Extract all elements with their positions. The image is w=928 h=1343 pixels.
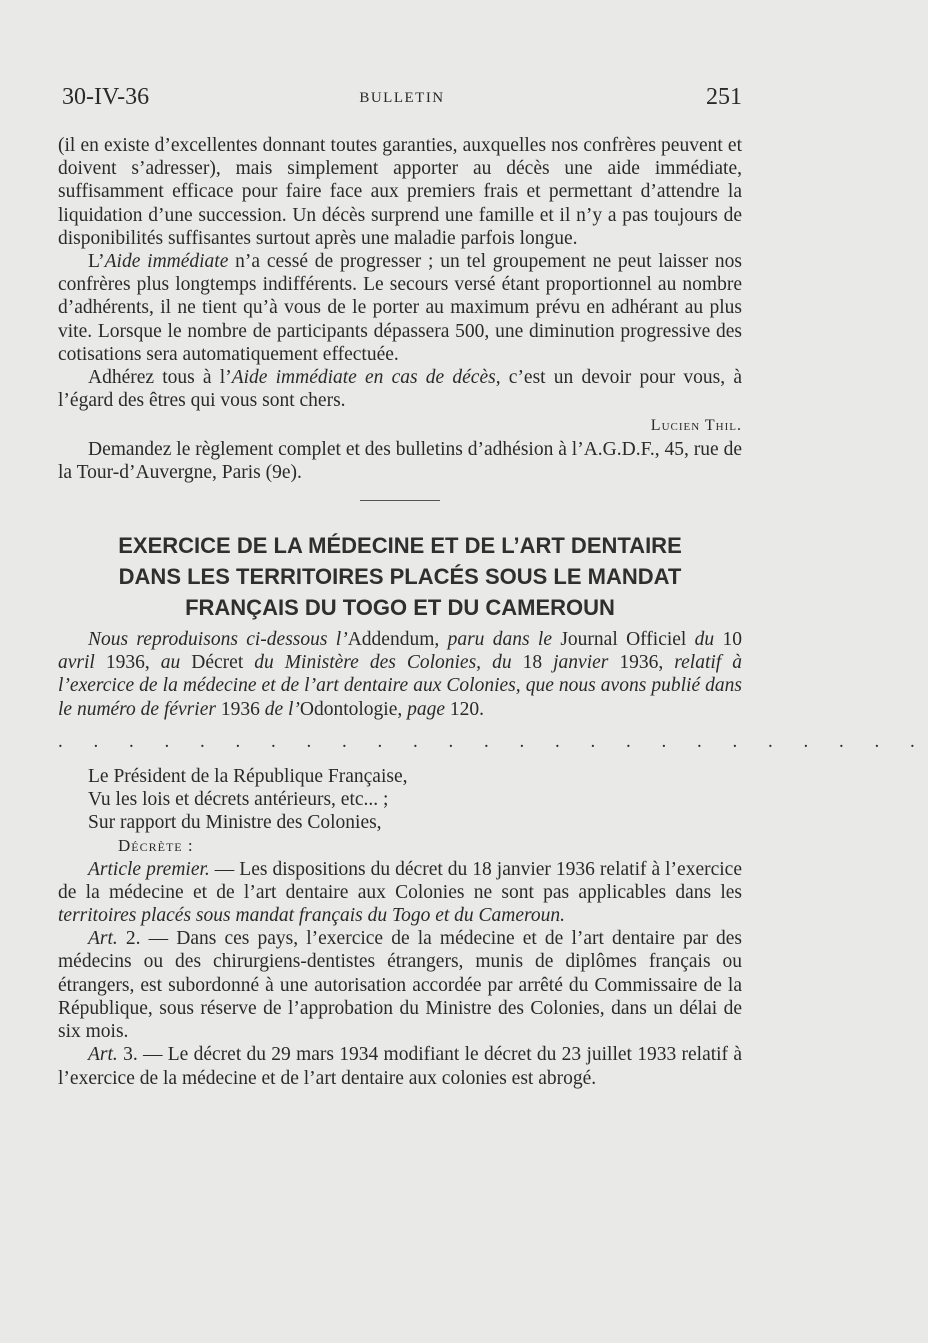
author-signature: Lucien Thil.: [650, 417, 742, 435]
italic-run: de l’: [259, 698, 300, 720]
italic-run: du: [686, 629, 723, 651]
article-title: [58, 531, 742, 622]
italic-run: page: [402, 698, 450, 720]
article-intro: [58, 628, 742, 721]
italic-run: relatif à l’exercice de la médecine et de l’art dentaire aux Colonies, que nous avons publié dans le numéro de février: [58, 652, 742, 720]
text-run: 3. — Le décret du 29 mars 1934 modifiant le décret du 23 juillet 1933 relatif à l’exercice de la médecine et de l’art dentaire aux colonies est abrogé.: [58, 1044, 742, 1089]
text-run: 1936: [220, 698, 260, 720]
article-label: Art.: [88, 1044, 118, 1066]
italic-run: paru dans le: [439, 629, 561, 651]
article-1: [58, 858, 742, 928]
text-run: n’a cessé de progresser ; un tel groupement ne peut laisser nos confrères plus longtemps indifférents. Le secours versé étant proportionnel au nombre d’adhérents, il ne tient qu’à vous de le porter au maximum prévu en adhérant au plus vite. Lorsque le nombre de participants dépassera 500, une diminution progressive des cotisations sera automatiquement effectuée.: [58, 251, 742, 365]
paragraph-aide-immediate: [58, 250, 742, 366]
text-run: Addendum,: [347, 629, 440, 651]
text-run: 18: [522, 652, 543, 674]
title-line: EXERCICE DE LA MÉDECINE ET DE L’ART DENTAIRE: [118, 533, 682, 559]
decrete-heading: Décrète :: [118, 836, 194, 856]
text-run: 10: [722, 629, 743, 651]
text-run: — Les dispositions du décret du 18 janvier 1936 relatif à l’exercice de la médecine et de l’art dentaire aux Colonies ne sont pas applicables dans les: [58, 858, 742, 903]
preamble-line: Le Président de la République Française,: [88, 765, 408, 787]
page-number: 251: [706, 84, 742, 110]
text-run: 120.: [449, 698, 485, 720]
paragraph-adherez: [58, 366, 742, 412]
italic-run: janvier: [542, 652, 620, 674]
text-run: 2. — Dans ces pays, l’exercice de la médecine et de l’art dentaire par des médecins ou des chirurgiens-dentistes étrangers, munis de diplômes français ou étrangers, est subordonné à une autorisation accordée par arrêté du Commissaire de la République, sous réserve de l’approbation du Ministre des Colonies, dans un délai de six mois.: [58, 928, 742, 1043]
preamble-line: Vu les lois et décrets antérieurs, etc... ;: [88, 789, 389, 811]
issue-date: 30-IV-36: [62, 84, 150, 110]
text-run: 1936,: [619, 652, 664, 674]
text-run: 1936,: [105, 652, 150, 674]
text-run: , c’est un devoir pour vous, à l’égard des êtres qui vous sont chers.: [58, 367, 742, 412]
text-run: Odontologie,: [299, 698, 403, 720]
text-run: Décret: [191, 652, 244, 674]
article-label: Art.: [88, 928, 118, 950]
paragraph-demandez: Demandez le règlement complet et des bulletins d’adhésion à l’A.G.D.F., 45, rue de la Tour-d’Auvergne, Paris (9e).: [58, 438, 742, 483]
article-2: [58, 927, 742, 1043]
section-divider: [360, 500, 440, 501]
text-run: L’: [88, 251, 105, 273]
italic-run: avril: [58, 652, 106, 674]
continuation-paragraph: (il en existe d’excellentes donnant toutes garanties, auxquelles nos confrères peuvent et doivent s’adresser), mais simplement apporter au décès une aide immédiate, suffisamment efficace pour faire face aux premiers frais et permettant d’attendre la liquidation d’une succession. Un décès surprend une famille et il n’y a pas toujours de disponibilités suffisantes surtout après une maladie parfois longue.: [58, 135, 742, 249]
title-line: FRANÇAIS DU TOGO ET DU CAMEROUN: [185, 595, 615, 621]
preamble-line: Sur rapport du Ministre des Colonies,: [88, 812, 382, 834]
italic-run: territoires placés sous mandat français du Togo et du Cameroun.: [58, 905, 566, 927]
title-line: DANS LES TERRITOIRES PLACÉS SOUS LE MANDAT: [118, 564, 682, 590]
italic-run: Aide immédiate: [104, 251, 229, 273]
article-3: [58, 1043, 742, 1089]
italic-run: du Ministère des Colonies, du: [243, 652, 523, 674]
text-run: Adhérez tous à l’: [88, 367, 232, 389]
italic-run: Nous reproduisons ci-dessous l’: [88, 629, 348, 651]
italic-run: au: [149, 652, 192, 674]
page-body: [58, 134, 928, 1090]
article-label: Article premier.: [88, 858, 210, 880]
running-header: [62, 84, 742, 114]
journal-name: BULLETIN: [359, 90, 445, 106]
italic-run: Aide immédiate en cas de décès: [231, 367, 496, 389]
ellipsis-dots: . . . . . . . . . . . . . . . . . . . . . . . . .: [58, 730, 928, 752]
text-run: Journal Officiel: [560, 629, 687, 651]
